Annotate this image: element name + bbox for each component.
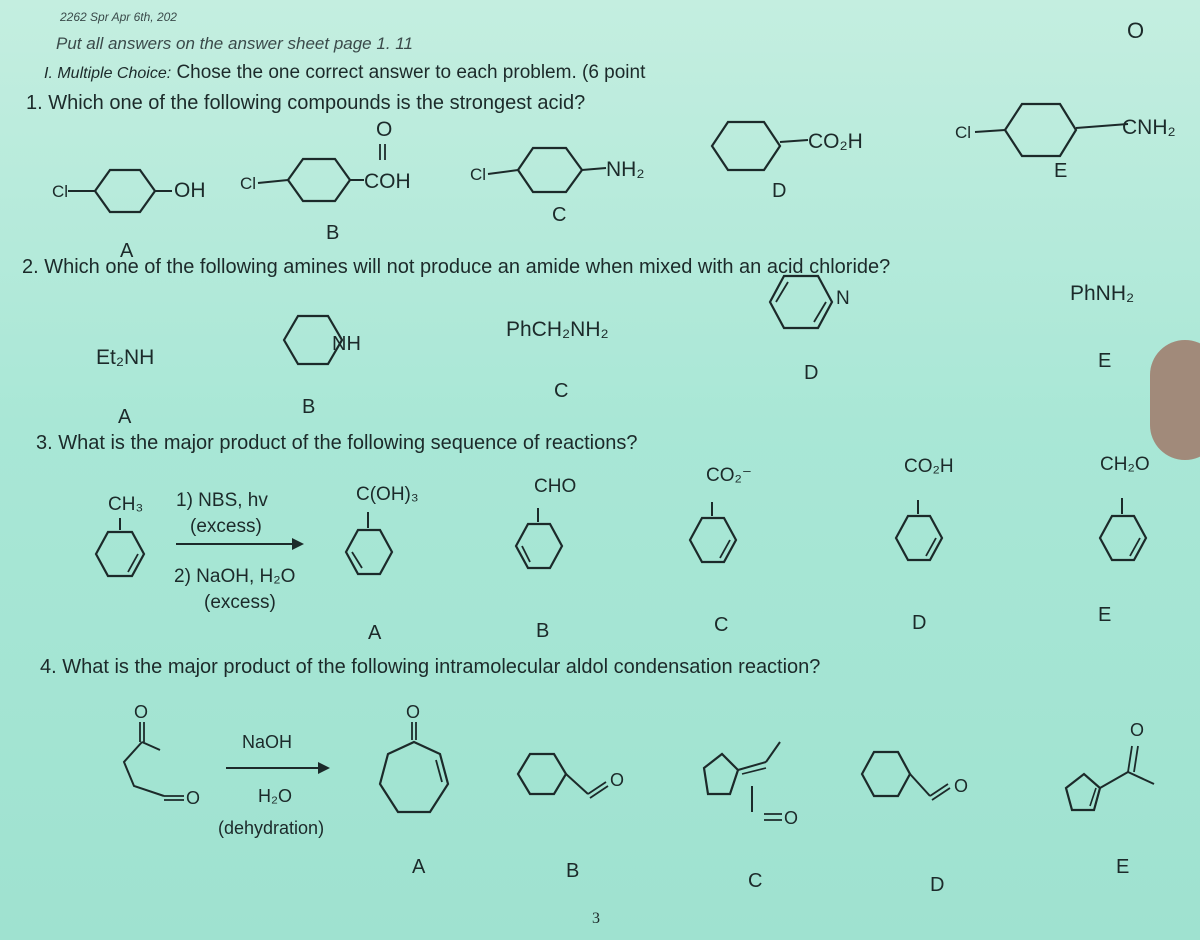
q3-option-e: CH₂O (1100, 454, 1150, 475)
finger-shadow (1150, 340, 1200, 460)
instructions-label: I. Multiple Choice: (44, 65, 172, 82)
header-line1: 2262 Spr Apr 6th, 202 (60, 10, 177, 24)
q1-option-d-structure (712, 122, 863, 170)
q1-e-o: O (1127, 18, 1145, 43)
q2-option-a: Et₂NH (96, 346, 155, 369)
q3-label-a: A (368, 622, 382, 644)
q4-structures (0, 690, 1200, 850)
q4-reagent-dehydration: (dehydration) (218, 818, 325, 838)
svg-text:O: O (186, 788, 201, 808)
q1-option-b-structure (240, 118, 411, 201)
q3-label-e: E (1098, 604, 1112, 626)
q3-option-c: CO₂⁻ (706, 465, 752, 486)
q1-label-e: E (1054, 160, 1068, 182)
q1-label-a: A (120, 240, 134, 262)
instructions-line (44, 62, 645, 84)
q1-structures (0, 100, 1200, 270)
page-number: 3 (592, 910, 600, 927)
q4-reagent-naoh: NaOH (242, 732, 293, 752)
q4-label-d: D (930, 874, 945, 896)
q3-structures (0, 480, 1200, 620)
q1-c-nh2: NH₂ (606, 158, 645, 181)
svg-text:O: O (406, 702, 421, 722)
q3-text: 3. What is the major product of the following sequence of reactions? (36, 432, 638, 454)
instructions-text: Chose the one correct answer to each problem. (6 point (176, 62, 646, 83)
svg-text:O: O (954, 776, 969, 796)
q1-c-cl: Cl (470, 165, 487, 184)
header-line2: Put all answers on the answer sheet page 1. 11 (56, 34, 413, 53)
q1-option-c-structure (470, 148, 644, 192)
q2-label-b: B (302, 396, 316, 418)
q2-label-c: C (554, 380, 569, 402)
q3-label-b: B (536, 620, 550, 642)
q1-b-cl: Cl (240, 174, 257, 193)
q3-step1: 1) NBS, hv (176, 490, 268, 511)
svg-text:O: O (1130, 720, 1145, 740)
q2-option-b-structure (270, 300, 390, 380)
q3-start-ch3: CH₃ (108, 494, 144, 515)
q3-option-a: C(OH)₃ (356, 484, 419, 505)
q4-label-b: B (566, 860, 580, 882)
q2-option-e: PhNH₂ (1070, 282, 1135, 305)
q3-label-c: C (714, 614, 729, 636)
q2-option-c: PhCH₂NH₂ (506, 318, 609, 341)
q3-step2b: (excess) (204, 592, 276, 613)
q2-label-e: E (1098, 350, 1112, 372)
q1-text: 1. Which one of the following compounds is the strongest acid? (26, 92, 586, 114)
q2-label-d: D (804, 362, 819, 384)
q4-reagent-h2o: H₂O (258, 786, 292, 806)
q1-a-oh: OH (174, 179, 206, 202)
q1-b-coh: COH (364, 170, 411, 193)
q1-label-d: D (772, 180, 787, 202)
svg-text:O: O (784, 808, 799, 828)
svg-text:O: O (610, 770, 625, 790)
q2-label-a: A (118, 406, 132, 428)
q3-step1b: (excess) (190, 516, 262, 537)
q1-a-cl: Cl (52, 182, 69, 201)
q1-option-a-structure (52, 170, 206, 212)
q3-option-b: CHO (534, 476, 577, 497)
q2-option-d-structure (760, 262, 870, 342)
q1-label-b: B (326, 222, 340, 244)
q4-label-e: E (1116, 856, 1130, 878)
q3-label-d: D (912, 612, 927, 634)
q4-text: 4. What is the major product of the following intramolecular aldol condensation reaction? (40, 656, 821, 678)
q4-start-o: O (134, 702, 149, 722)
q3-option-d: CO₂H (904, 456, 954, 477)
q4-label-c: C (748, 870, 763, 892)
q1-b-o: O (376, 118, 393, 141)
q3-step2: 2) NaOH, H₂O (174, 566, 296, 587)
q1-e-cnh2: CNH₂ (1122, 116, 1176, 139)
q1-d-co2h: CO₂H (808, 130, 863, 153)
q1-label-c: C (552, 204, 567, 226)
q4-label-a: A (412, 856, 426, 878)
q1-option-e-structure (955, 104, 1176, 156)
q1-e-cl: Cl (955, 123, 972, 142)
q2-b-nh: NH (332, 333, 361, 355)
q2-text: 2. Which one of the following amines will not produce an amide when mixed with an acid chloride? (22, 256, 891, 278)
q2-d-n: N (836, 288, 850, 309)
